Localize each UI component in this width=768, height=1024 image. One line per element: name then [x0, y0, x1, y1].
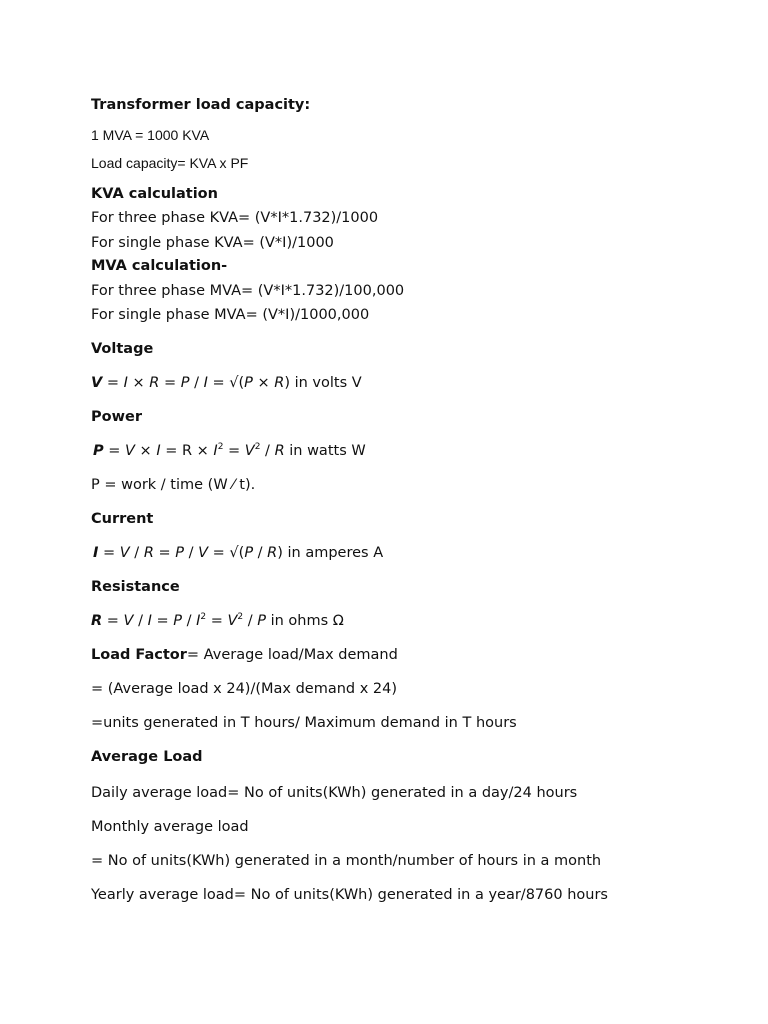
mva-three-phase: For three phase MVA= (V*I*1.732)/100,000	[91, 283, 405, 299]
kva-heading: KVA calculation	[91, 186, 218, 202]
mva-single-phase: For single phase MVA= (V*I)/1000,000	[91, 307, 370, 323]
voltage-formula: V = I × R = P / I = √(P × R) in volts V	[91, 375, 362, 391]
mva-kva-relation: 1 MVA = 1000 KVA	[91, 127, 210, 143]
resistance-heading: Resistance	[91, 579, 180, 595]
power-heading: Power	[91, 409, 142, 425]
monthly-average-load-heading: Monthly average load	[91, 819, 249, 835]
load-capacity-formula: Load capacity= KVA x PF	[91, 155, 249, 171]
current-heading: Current	[91, 511, 154, 527]
mva-heading: MVA calculation-	[91, 258, 228, 274]
average-load-heading: Average Load	[91, 749, 203, 765]
power-work-formula: P = work / time (W ⁄ t).	[91, 477, 256, 493]
monthly-average-load: = No of units(KWh) generated in a month/number of hours in a month	[91, 853, 602, 869]
kva-single-phase: For single phase KVA= (V*I)/1000	[91, 235, 334, 251]
yearly-average-load: Yearly average load= No of units(KWh) generated in a year/8760 hours	[91, 887, 608, 903]
power-formula: $P = V \times I = R \times I^2 = V^2 / R$ in watts W	[93, 442, 366, 459]
resistance-formula: $R = V / I = P / I^2 = V^2 / P$ in ohms Ω	[91, 612, 344, 629]
kva-three-phase: For three phase KVA= (V*I*1.732)/1000	[91, 210, 379, 226]
daily-average-load: Daily average load= No of units(KWh) generated in a day/24 hours	[91, 785, 578, 801]
load-factor-definition: Load Factor= Average load/Max demand	[91, 647, 398, 663]
load-factor-line-3: =units generated in T hours/ Maximum demand in T hours	[91, 715, 517, 731]
load-factor-heading: Load Factor	[91, 647, 187, 663]
load-factor-line-2: = (Average load x 24)/(Max demand x 24)	[91, 681, 398, 697]
document-title: Transformer load capacity:	[91, 97, 311, 113]
voltage-heading: Voltage	[91, 341, 154, 357]
current-formula: I = V / R = P / V = √(P / R) in amperes A	[93, 545, 384, 561]
